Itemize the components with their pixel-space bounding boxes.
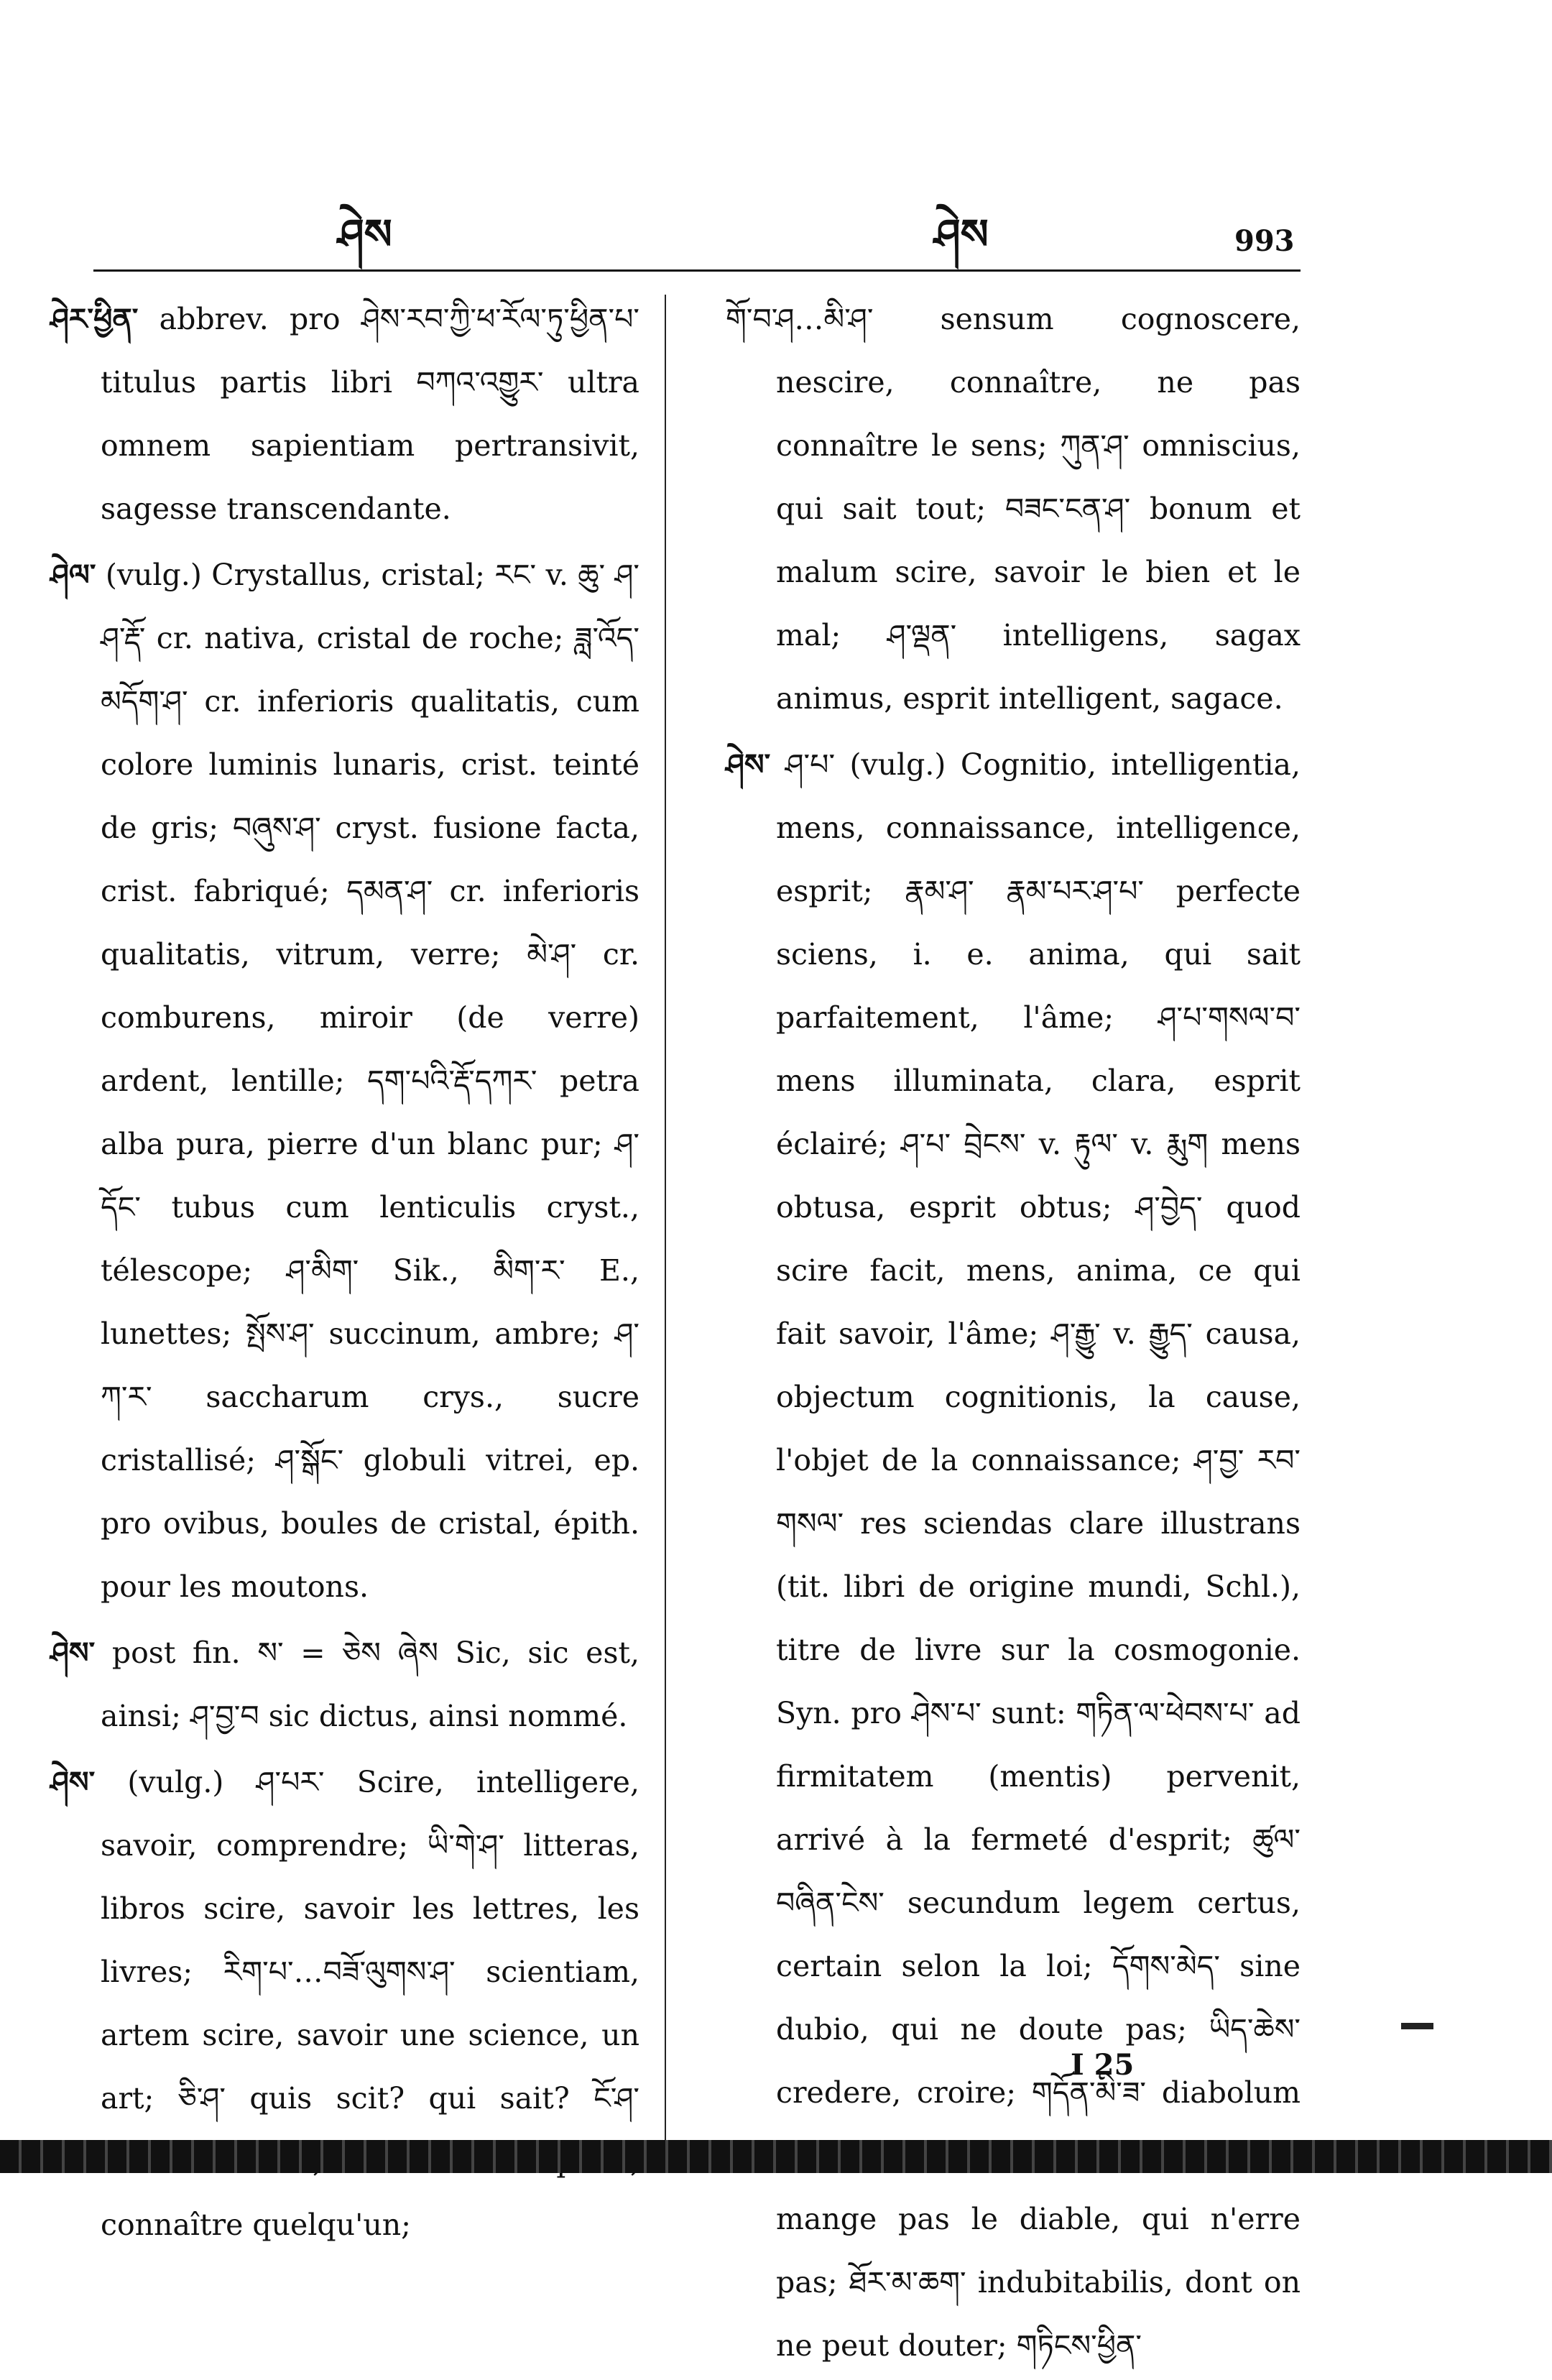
dictionary-entry (726, 733, 1301, 2377)
running-head-right: ཤེས (934, 210, 989, 259)
entry-body: (vulg.) Crystallus, cristal; རང་ v. ཆུ་ ཤ་ ཤ་རྡོ་ cr. nativa, cristal de roche; ཟླ་འོད་མདོག་ཤ་ cr. inferioris qualitatis, cum colore luminis lunaris, crist. teinté de gris; བཞུས་ཤ་ cryst. fusione facta, crist. fabriqué; དམན་ཤ་ cr. inferioris qualitatis, vitrum, verre; མེ་ཤ་ cr. comburens, miroir (de verre) ardent, lentille; དག་པའི་རྡོ་དཀར་ petra alba pura, pierre d'un blanc pur; ཤ་དོང་ tubus cum lenticulis cryst., télescope; ཤ་མིག་ Sik., མིག་ར་ E., lunettes; སྤོས་ཤ་ succinum, ambre; ཤ་ཀ་ར་ saccharum crys., sucre cristallisé; ཤ་སྒོང་ globuli vitrei, ep. pro ovibus, boules de cristal, épith. pour les moutons. (101, 558, 639, 1604)
header-rule (93, 269, 1301, 272)
entry-headword: ཤེས་ (726, 747, 771, 782)
dictionary-entry (726, 287, 1301, 730)
dictionary-entry (50, 1751, 639, 2256)
signature-mark: I 25 (1071, 2048, 1135, 2082)
entry-body: གོ་བ་ཤ…མི་ཤ་ sensum cognoscere, nescire, connaître, ne pas connaître le sens; ཀུན་ཤ་ omniscius, qui sait tout; བཟང་ངན་ཤ་ bonum et malum scire, savoir le bien et le mal; ཤ་ལྡན་ intelligens, sagax animus, esprit intelligent, sagace. (726, 302, 1301, 716)
left-column (50, 287, 639, 2259)
dictionary-entry (50, 287, 639, 540)
entry-headword: ཤེས་ (50, 1765, 96, 1799)
entry-body: (vulg.) ཤ་པར་ Scire, intelligere, savoir, comprendre; ཡི་གེ་ཤ་ litteras, libros scire, savoir les lettres, les livres; རིག་པ་…བཟོ་ལུགས་ཤ་ scientiam, artem scire, savoir une science, un art; ཅི་ཤ་ quis scit? qui sait? ངོ་ཤ་ connaître quelqu'un; (101, 1765, 639, 2242)
dictionary-entry (50, 1621, 639, 1748)
edge-mark (1401, 2023, 1433, 2029)
entry-headword: ཤེར་ཕྱིན་ (50, 302, 139, 336)
entry-headword: ཤེས་ (50, 1636, 96, 1670)
scan-edge-bar (0, 2140, 1552, 2173)
entry-body: ཤ་པ་ (vulg.) Cognitio, intelligentia, mens, connaissance, intelligence, esprit; རྣམ་ཤ་ རྣམ་པར་ཤ་པ་ perfecte sciens, i. e. anima, qui sait parfaitement, l'âme; ཤ་པ་གསལ་བ་ mens illuminata, clara, esprit éclairé; ཤ་པ་ བྲེངས་ v. རྟུལ་ v. རྨུག mens obtusa, esprit obtus; ཤ་བྱེད་ quod scire facit, mens, anima, ce qui fait savoir, l'âme; ཤ་རྒྱུ་ v. རྒྱུད་ causa, objectum cognitionis, la cause, l'objet de la connaissance; ཤ་བྱ་ རབ་གསལ་ res sciendas clare illustrans (tit. libri de origine mundi, Schl.), titre de livre sur la cosmogonie. Syn. pro ཤེས་པ་ sunt: གཏིན་ལ་ཕེབས་པ་ ad firmitatem (mentis) pervenit, arrivé à la fermeté d'esprit; ཚུལ་བཞིན་ངེས་ secundum legem certus, certain selon la loi; དོགས་མེད་ sine dubio, qui ne doute pas; ཡིད་ཆེས་ credere, croire; གདོན་མི་ཟ་ diabolum mange pas le diable, qui n'erre pas; ཐོར་མ་ཆག་ indubitabilis, dont on ne peut douter; གཏིངས་ཕྱིན་ (776, 747, 1301, 2363)
dictionary-entry (50, 543, 639, 1618)
entry-headword: ཤེལ་ (50, 558, 96, 592)
column-divider (665, 295, 666, 2156)
entry-body: post fin. ས་ = ཅེས ཞེས Sic, sic est, ainsi; ཤ་བྱ་བ sic dictus, ainsi nommé. (101, 1636, 639, 1733)
right-column (726, 287, 1301, 2380)
running-head-left: ཤེས (338, 210, 392, 259)
page-number: 993 (1234, 224, 1295, 258)
entry-body: abbrev. pro ཤེས་རབ་ཀྱི་ཕ་རོལ་ཏུ་ཕྱིན་པ་ titulus partis libri བཀའ་འགྱུར་ ultra omnem sapientiam pertransivit, sagesse transcendante. (101, 302, 639, 526)
